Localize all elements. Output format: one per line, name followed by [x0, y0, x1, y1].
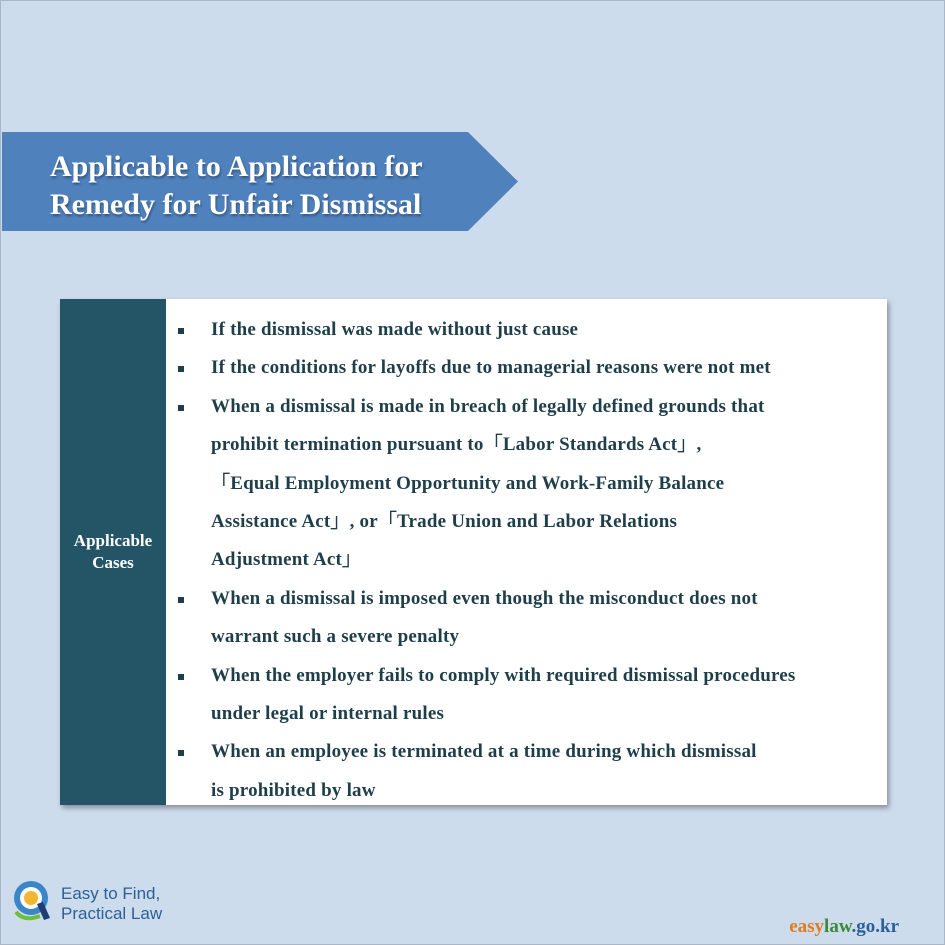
list-item-line: When a dismissal is imposed even though the misconduct does not: [211, 587, 758, 609]
list-item: [166, 580, 887, 657]
list-item-line: When an employee is terminated at a time during which dismissal: [211, 741, 757, 763]
list-item: [166, 311, 887, 349]
list-item-line: warrant such a severe penalty: [211, 626, 460, 648]
site-url-part-easy: easy: [789, 916, 825, 937]
page-title-line-1: Applicable to Application for: [50, 150, 423, 183]
category-label: [63, 530, 163, 574]
list-item-line: Assistance Act」, or「Trade Union and Labor Relations: [211, 511, 678, 533]
square-bullet-icon: [178, 328, 184, 334]
list-item-line: If the dismissal was made without just cause: [211, 319, 579, 340]
magnifier-q-icon: [10, 878, 56, 924]
square-bullet-icon: [178, 366, 184, 372]
square-bullet-icon: [178, 597, 184, 603]
site-url-part-domain: .go.kr: [851, 916, 899, 937]
site-url-part-law: law: [824, 916, 852, 937]
case-list: [166, 299, 887, 805]
list-item: [166, 733, 887, 810]
easylaw-logo: [10, 878, 200, 928]
logo-tagline: [61, 884, 162, 924]
applicable-cases-table: [60, 299, 887, 805]
logo-tagline-line-2: Practical Law: [61, 904, 163, 923]
list-item: [166, 657, 887, 734]
list-item-line: Adjustment Act」: [211, 549, 362, 571]
page-title: [50, 148, 470, 224]
site-url[interactable]: [789, 916, 899, 938]
list-item-line: When the employer fails to comply with required dismissal procedures: [211, 664, 796, 686]
square-bullet-icon: [178, 405, 184, 411]
logo-tagline-line-1: Easy to Find,: [61, 884, 161, 903]
category-label-cell: [60, 299, 166, 805]
list-item-line: When a dismissal is made in breach of legally defined grounds that: [211, 395, 765, 417]
list-item-line: is prohibited by law: [211, 779, 376, 801]
square-bullet-icon: [178, 674, 184, 680]
list-item: [166, 349, 887, 387]
category-label-line-1: Applicable: [73, 531, 153, 550]
list-item-line: under legal or internal rules: [211, 703, 445, 725]
square-bullet-icon: [178, 750, 184, 756]
list-item: [166, 388, 887, 580]
list-item-line: If the conditions for layoffs due to managerial reasons were not met: [211, 357, 771, 379]
list-item-line: prohibit termination pursuant to「Labor Standards Act」,: [211, 434, 702, 456]
page-title-line-2: Remedy for Unfair Dismissal: [50, 188, 422, 221]
category-label-line-2: Cases: [92, 553, 134, 572]
title-banner: [2, 132, 518, 231]
list-item-line: 「Equal Employment Opportunity and Work-Family Balance: [211, 472, 725, 494]
